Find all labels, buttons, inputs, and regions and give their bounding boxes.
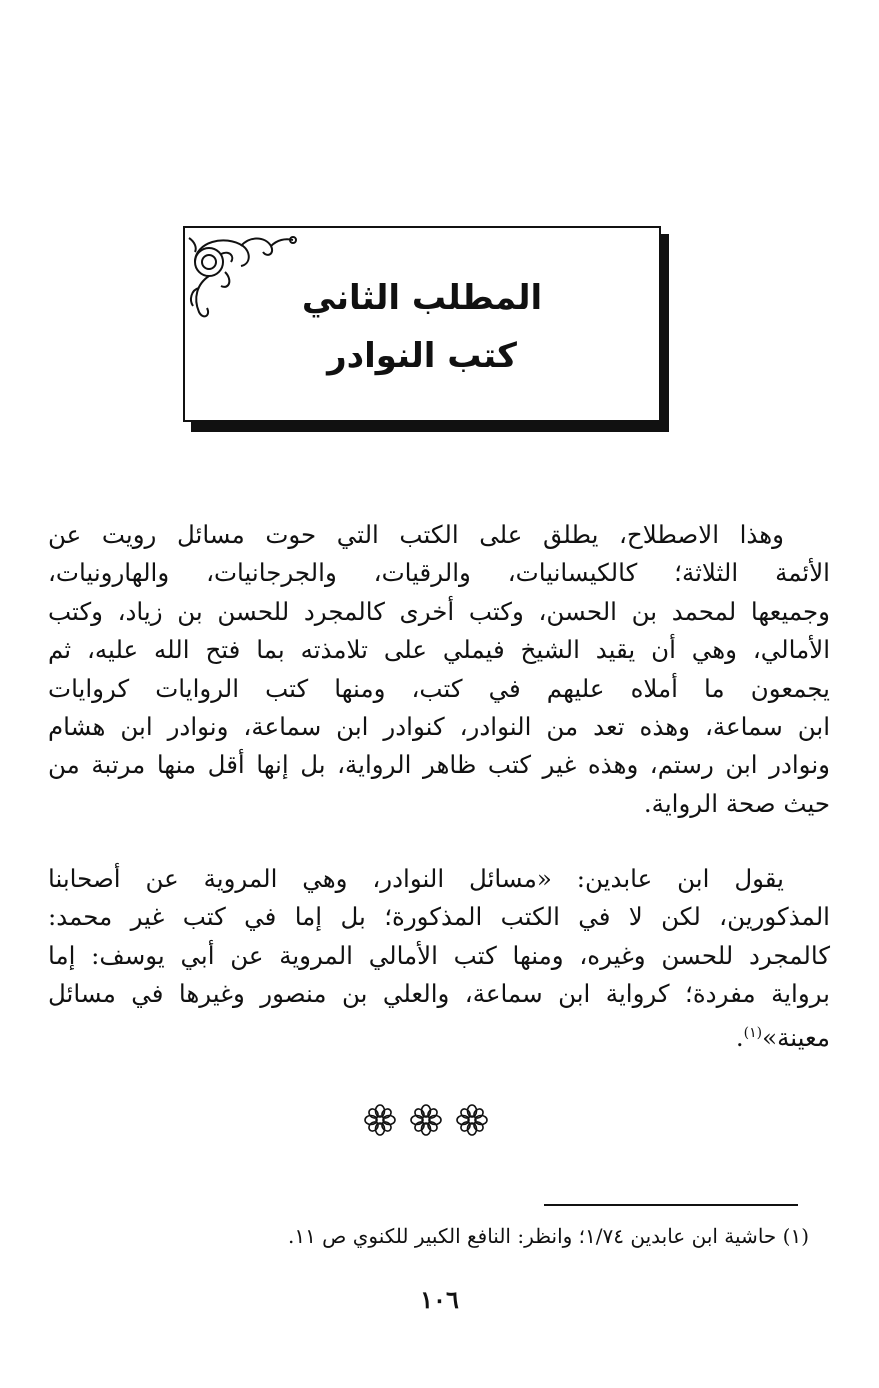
text-line: برواية مفردة؛ كرواية ابن سماعة، والعلي بن منصور وغيرها في مسائل xyxy=(48,979,830,1009)
text-line: يجمعون ما أملاه عليهم في كتب، ومنها كتب الروايات كروايات xyxy=(48,673,830,703)
title-box xyxy=(183,226,661,422)
text-line: الأمالي، وهي أن يقيد الشيخ فيملي على تلامذته بما فتح الله عليه، ثم xyxy=(48,635,830,665)
text-line-last xyxy=(48,1014,830,1058)
footnote: (١) حاشية ابن عابدين ١/٧٤؛ وانظر: النافع الكبير للكنوي ص ١١. xyxy=(287,1224,809,1248)
text-line: يقول ابن عابدين: «مسائل النوادر، وهي المروية عن أصحابنا xyxy=(48,864,784,893)
text-line: وجميعها لمحمد بن الحسن، وكتب أخرى كالمجرد للحسن بن زياد، وكتب xyxy=(48,596,830,626)
text-line: ابن سماعة، وهذه تعد من النوادر، كنوادر ابن سماعة، ونوادر ابن هشام xyxy=(48,712,830,742)
text-line: الأئمة الثلاثة؛ كالكيسانيات، والرقيات، والجرجانيات، والهارونيات، xyxy=(48,558,830,588)
text-line: وهذا الاصطلاح، يطلق على الكتب التي حوت مسائل رويت عن xyxy=(48,520,784,549)
body-paragraph-2 xyxy=(48,860,830,1057)
text-line: كالمجرد للحسن وغيره، ومنها كتب الأمالي المروية عن أبي يوسف: إما xyxy=(48,940,830,970)
footnote-reference: (١) xyxy=(743,1024,763,1041)
sentence-end: . xyxy=(735,1022,744,1052)
text-line: حيث صحة الرواية. xyxy=(643,788,830,818)
quote-end: معينة» xyxy=(762,1022,830,1052)
section-subtitle: كتب النوادر xyxy=(327,336,517,376)
page-number: ١٠٦ xyxy=(420,1285,459,1314)
section-title: المطلب الثاني xyxy=(301,278,543,318)
flower-separator-icon xyxy=(360,1102,492,1138)
text-line: ونوادر ابن رستم، وهذه غير كتب ظاهر الرواية، بل إنها أقل منها مرتبة من xyxy=(48,750,830,780)
body-paragraph-1 xyxy=(48,516,830,823)
text-line: المذكورين، لكن لا في الكتب المذكورة؛ بل إما في كتب غير محمد: xyxy=(48,902,830,932)
footnote-rule xyxy=(544,1204,798,1206)
